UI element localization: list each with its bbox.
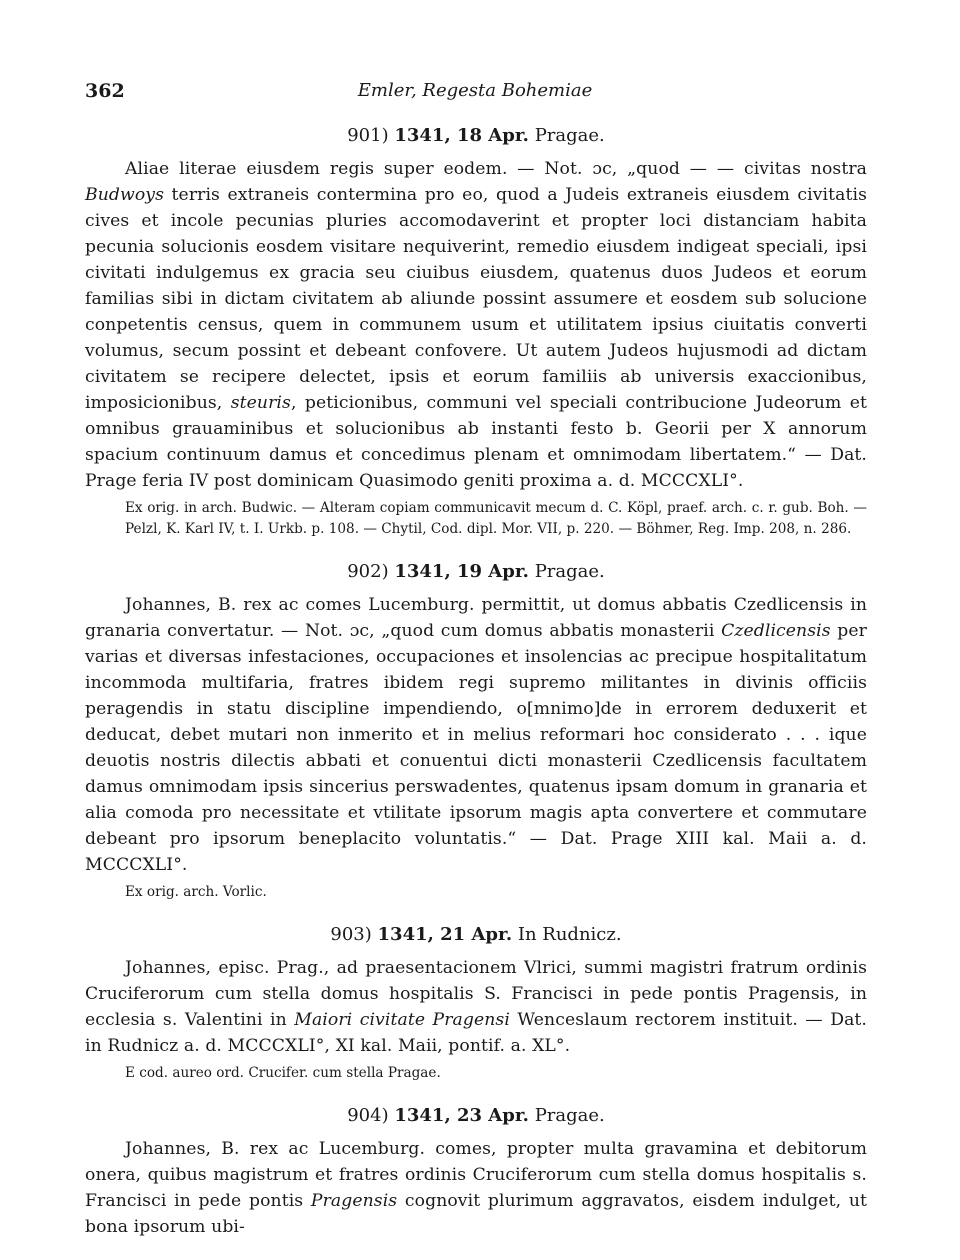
entry-text xyxy=(85,156,867,494)
italic-place-name: Maiori civitate Pragensi xyxy=(294,1010,510,1030)
running-title: Emler, Regesta Bohemiae xyxy=(357,80,593,101)
entry-text xyxy=(85,1136,867,1240)
entry-number: 903) xyxy=(330,924,372,945)
text-segment: Johannes, B. rex ac comes Lucemburg. permittit, ut domus abbatis Czedlicensis in granaria convertatur. — Not. ɔc, „quod cum domus abbatis monasterii xyxy=(85,595,867,641)
entry-heading xyxy=(85,560,867,584)
entry-heading xyxy=(85,1104,867,1128)
entry-903 xyxy=(85,923,867,1084)
entry-text xyxy=(85,955,867,1059)
entry-place: In Rudnicz. xyxy=(517,924,622,945)
source-note: Ex orig. arch. Vorlic. xyxy=(125,884,267,900)
entry-heading xyxy=(85,923,867,947)
page-number: 362 xyxy=(85,80,125,102)
entry-date: 1341, 23 Apr. xyxy=(394,1105,529,1126)
italic-place-name: Czedlicensis xyxy=(721,621,831,641)
entry-date: 1341, 19 Apr. xyxy=(394,561,529,582)
entry-place: Pragae. xyxy=(534,561,605,582)
text-segment: Aliae literae eiusdem regis super eodem. — Not. ɔc, „quod — — civitas nostra xyxy=(125,159,867,179)
source-note: Ex orig. in arch. Budwic. — Alteram copiam communicavit mecum d. C. Köpl, praef. arch. c. r. gub. Boh. — Pelzl, K. Karl IV, t. I. Urkb. p. 108. — Chytil, Cod. dipl. Mor. VII, p. 220. — Böhmer, Reg. Imp. 208, n. 286. xyxy=(125,500,867,537)
italic-place-name: Budwoys xyxy=(85,185,164,205)
entry-text xyxy=(85,592,867,878)
text-segment: Johannes, episc. Prag., ad praesentacionem Vlrici, summi magistri fratrum ordinis Cruciferorum cum stella domus hospitalis S. Francisci in pede pontis Pragensis, in ecclesia s. Valentini in xyxy=(85,958,867,1030)
entry-date: 1341, 21 Apr. xyxy=(377,924,513,945)
entry-place: Pragae. xyxy=(534,1105,605,1126)
entry-902 xyxy=(85,560,867,903)
entry-number: 902) xyxy=(347,561,389,582)
entry-number: 901) xyxy=(347,125,389,146)
entry-904 xyxy=(85,1104,867,1240)
text-segment: Wenceslaum rectorem instituit. — Dat. in Rudnicz a. d. MCCCXLI°, XI kal. Maii, pontif. a. XL°. xyxy=(85,1010,867,1056)
text-segment: terris extraneis contermina pro eo, quod a Judeis extraneis eiusdem civitatis cives et incole pecunias pluries accomodaverint et propter loci distanciam habita pecunia solucionis eosdem visitare nequiverint, remedio eiusdem indigeat speciali, ipsi civitati indulgemus ex gracia seu ciuibus eiusdem, quatenus duos Judeos et eorum familias sibi in dictam civitatem ab aliunde possint assumere et eosdem sub solucione conpetentis census, quem in communem usum et utilitatem ipsius ciuitatis converti volumus, secum possint et debeant confovere. Ut autem Judeos hujusmodi ad dictam civitatem se recipere delectet, ipsis et eorum familiis ab universis exaccionibus, imposicionibus, xyxy=(85,185,867,413)
entry-number: 904) xyxy=(347,1105,389,1126)
entry-heading xyxy=(85,124,867,148)
text-segment: , peticionibus, communi vel speciali contribucione Judeorum et omnibus grauaminibus et solucionibus ab instanti festo b. Georii per X annorum spacium continuum damus et concedimus plenam et omnimodam libertatem.“ — Dat. Prage feria IV post dominicam Quasimodo geniti proxima a. d. MCCCXLI°. xyxy=(85,393,867,491)
entry-901 xyxy=(85,124,867,540)
text-segment: per varias et diversas infestaciones, occupaciones et insolencias ac precipue hospitalitatum incommoda multifaria, fratres ibidem regi supremo militantes in divinis officiis peragendis in statu discipline impendiendo, o[mnimo]de in errorem deduxerit et deducat, debet mutari non inmerito et in melius reformari hoc considerato . . . ique deuotis nostris dilectis abbati et conuentui dicti monasterii Czedlicensis facultatem damus omnimodam ipsis sincerius perswadentes, quatenus ipsam domum in granaria et alia comoda pro necessitate et vtilitate ipsorum magis apta convertere et commutare debeant pro ipsorum beneplacito voluntatis.“ — Dat. Prage XIII kal. Maii a. d. MCCCXLI°. xyxy=(85,621,867,875)
source-note: E cod. aureo ord. Crucifer. cum stella Pragae. xyxy=(125,1065,441,1081)
document-body xyxy=(85,124,867,1260)
entry-date: 1341, 18 Apr. xyxy=(394,125,529,146)
text-segment: cognovit plurimum aggravatos, eisdem indulget, ut bona ipsorum ubi- xyxy=(85,1191,868,1237)
page-header xyxy=(85,80,865,110)
entry-place: Pragae. xyxy=(534,125,605,146)
italic-place-name: Pragensis xyxy=(310,1191,398,1211)
italic-term: steuris xyxy=(230,393,291,413)
text-segment: Johannes, B. rex ac Lucemburg. comes, propter multa gravamina et debitorum onera, quibus magistrum et fratres ordinis Cruciferorum cum stella domus hospitalis s. Francisci in pede pontis xyxy=(85,1139,867,1211)
